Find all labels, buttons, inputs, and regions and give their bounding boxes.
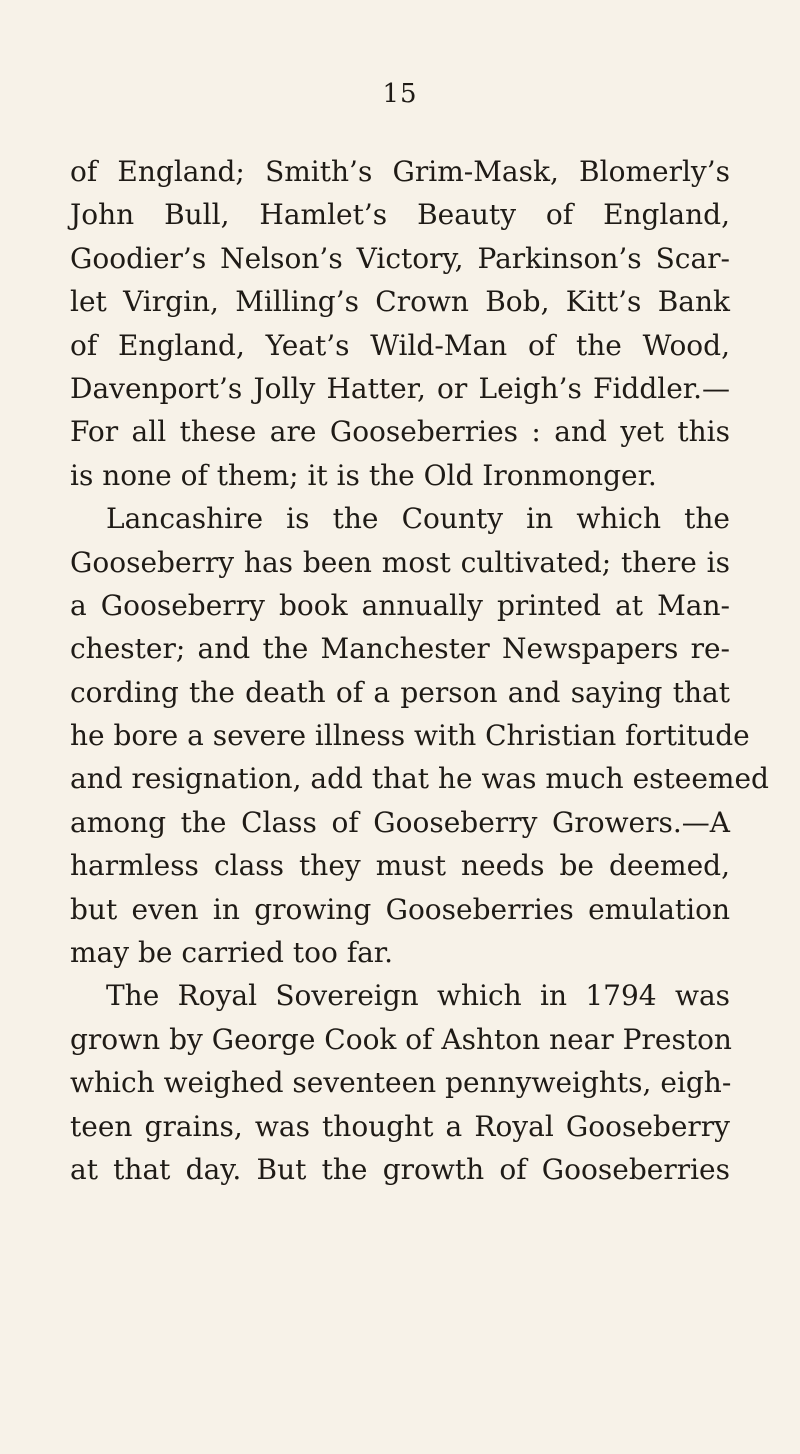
text-line: is none of them; it is the Old Ironmonger. bbox=[70, 458, 657, 492]
text-line: John Bull, Hamlet’s Beauty of England, bbox=[70, 198, 730, 232]
paragraph-start-line: The Royal Sovereign which in 1794 was bbox=[106, 979, 730, 1013]
body-text bbox=[70, 150, 769, 1191]
text-line: but even in growing Gooseberries emulation bbox=[70, 892, 730, 926]
text-line: Gooseberry has been most cultivated; there is bbox=[70, 545, 730, 579]
text-line: Davenport’s Jolly Hatter, or Leigh’s Fiddler.— bbox=[70, 371, 730, 405]
text-line: cording the death of a person and saying that bbox=[70, 675, 730, 709]
page-number: 15 bbox=[382, 79, 418, 109]
text-line: harmless class they must needs be deemed, bbox=[70, 849, 730, 883]
text-line: he bore a severe illness with Christian fortitude bbox=[70, 719, 750, 753]
text-line: teen grains, was thought a Royal Gooseberry bbox=[70, 1109, 730, 1143]
text-line: Goodier’s Nelson’s Victory, Parkinson’s Scar- bbox=[70, 241, 730, 275]
text-line: among the Class of Gooseberry Growers.—A bbox=[70, 805, 730, 839]
text-line: For all these are Gooseberries : and yet this bbox=[70, 415, 730, 449]
text-line: of England; Smith’s Grim-Mask, Blomerly’s bbox=[70, 155, 730, 188]
paragraph-start-line: Lancashire is the County in which the bbox=[106, 502, 730, 536]
text-line: let Virgin, Milling’s Crown Bob, Kitt’s Bank bbox=[70, 285, 730, 319]
text-line: and resignation, add that he was much esteemed bbox=[70, 762, 769, 796]
text-line: which weighed seventeen pennyweights, eigh- bbox=[70, 1066, 732, 1100]
text-line: a Gooseberry book annually printed at Man- bbox=[70, 588, 730, 622]
text-line: at that day. But the growth of Gooseberries bbox=[70, 1152, 730, 1186]
text-line: chester; and the Manchester Newspapers re- bbox=[70, 632, 730, 666]
text-line: of England, Yeat’s Wild-Man of the Wood, bbox=[70, 328, 730, 362]
text-line: may be carried too far. bbox=[70, 936, 393, 970]
text-line: grown by George Cook of Ashton near Preston bbox=[70, 1022, 732, 1056]
